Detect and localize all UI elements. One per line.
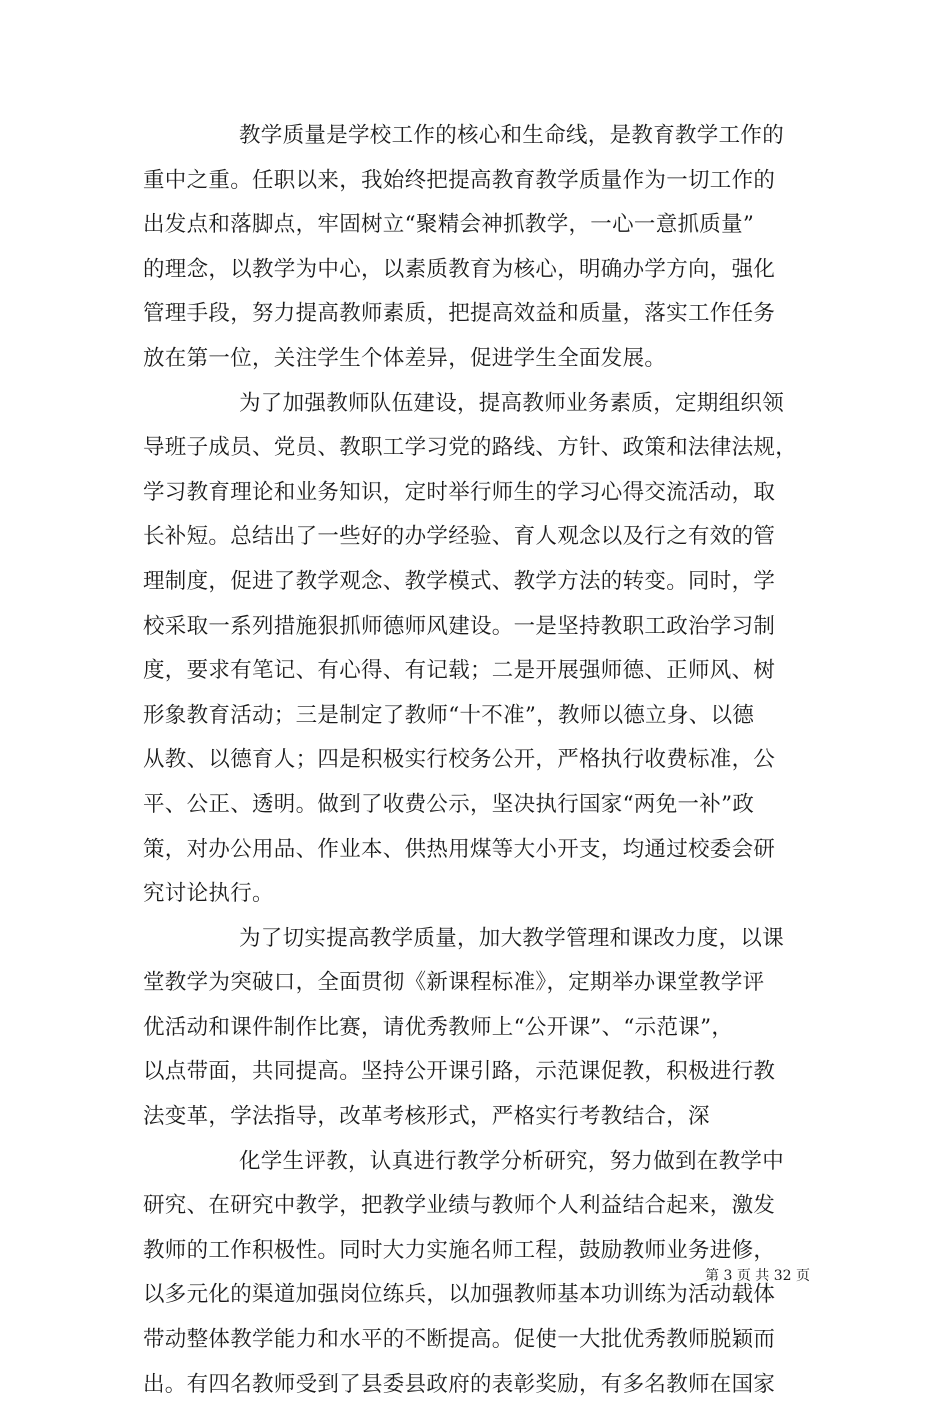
paragraph-3-line: 优活动和课件制作比赛，请优秀教师上“公开课”、“示范课”， bbox=[143, 1014, 734, 1040]
paragraph-1-line: 出发点和落脚点，牢固树立“聚精会神抓教学，一心一意抓质量” bbox=[143, 212, 755, 238]
paragraph-2-line: 为了加强教师队伍建设，提高教师业务素质，定期组织领 bbox=[239, 390, 785, 416]
paragraph-1-line: 教学质量是学校工作的核心和生命线，是教育教学工作的 bbox=[239, 123, 785, 148]
paragraph-2-line: 从教、以德育人；四是积极实行校务公开，严格执行收费标准，公 bbox=[143, 747, 776, 773]
paragraph-4-line: 出。有四名教师受到了县委县政府的表彰奖励，有多名教师在国家 bbox=[143, 1371, 776, 1397]
paragraph-1-line: 的理念，以教学为中心，以素质教育为核心，明确办学方向，强化 bbox=[143, 256, 776, 282]
paragraph-1-line: 管理手段，努力提高教师素质，把提高效益和质量，落实工作任务 bbox=[143, 301, 776, 327]
paragraph-4-line: 化学生评教，认真进行教学分析研究，努力做到在教学中 bbox=[239, 1148, 785, 1174]
paragraph-3-line: 法变革，学法指导，改革考核形式，严格实行考教结合，深 bbox=[143, 1104, 710, 1130]
paragraph-2-line: 策，对办公用品、作业本、供热用煤等大小开支，均通过校委会研 bbox=[143, 836, 776, 862]
paragraph-1-line: 重中之重。任职以来，我始终把提高教育教学质量作为一切工作的 bbox=[143, 167, 776, 193]
paragraph-4-line: 教师的工作积极性。同时大力实施名师工程，鼓励教师业务进修， bbox=[143, 1237, 776, 1263]
paragraph-3-line: 为了切实提高教学质量，加大教学管理和课改力度，以课 bbox=[239, 925, 785, 951]
page-number-footer: 第 3 页 共 32 页 bbox=[705, 1268, 810, 1284]
paragraph-1-line: 放在第一位，关注学生个体差异，促进学生全面发展。 bbox=[143, 345, 667, 371]
paragraph-4-line: 以多元化的渠道加强岗位练兵，以加强教师基本功训练为活动载体 bbox=[143, 1282, 776, 1308]
paragraph-2-line: 长补短。总结出了一些好的办学经验、育人观念以及行之有效的管 bbox=[143, 524, 776, 550]
paragraph-3-line: 以点带面，共同提高。坚持公开课引路，示范课促教，积极进行教 bbox=[143, 1059, 776, 1085]
paragraph-3-line: 堂教学为突破口，全面贯彻《新课程标准》，定期举办课堂教学评 bbox=[143, 970, 765, 996]
paragraph-2-line: 理制度，促进了教学观念、教学模式、教学方法的转变。同时，学 bbox=[143, 568, 776, 594]
paragraph-2-line: 学习教育理论和业务知识，定时举行师生的学习心得交流活动，取 bbox=[143, 479, 776, 505]
paragraph-4-line: 带动整体教学能力和水平的不断提高。促使一大批优秀教师脱颖而 bbox=[143, 1327, 776, 1353]
paragraph-2-line: 度，要求有笔记、有心得、有记载；二是开展强师德、正师风、树 bbox=[143, 658, 776, 684]
body-text bbox=[143, 114, 811, 1407]
paragraph-4-line: 研究、在研究中教学，把教学业绩与教师个人利益结合起来，激发 bbox=[143, 1193, 776, 1219]
paragraph-2-line: 校采取一系列措施狠抓师德师风建设。一是坚持教职工政治学习制 bbox=[143, 613, 776, 639]
paragraph-2-line: 究讨论执行。 bbox=[143, 881, 274, 907]
paragraph-2-line: 导班子成员、党员、教职工学习党的路线、方针、政策和法律法规， bbox=[143, 435, 798, 461]
paragraph-2-line: 形象教育活动；三是制定了教师“十不准”，教师以德立身、以德 bbox=[143, 702, 755, 728]
paragraph-2-line: 平、公正、透明。做到了收费公示，坚决执行国家“两免一补”政 bbox=[143, 791, 755, 817]
